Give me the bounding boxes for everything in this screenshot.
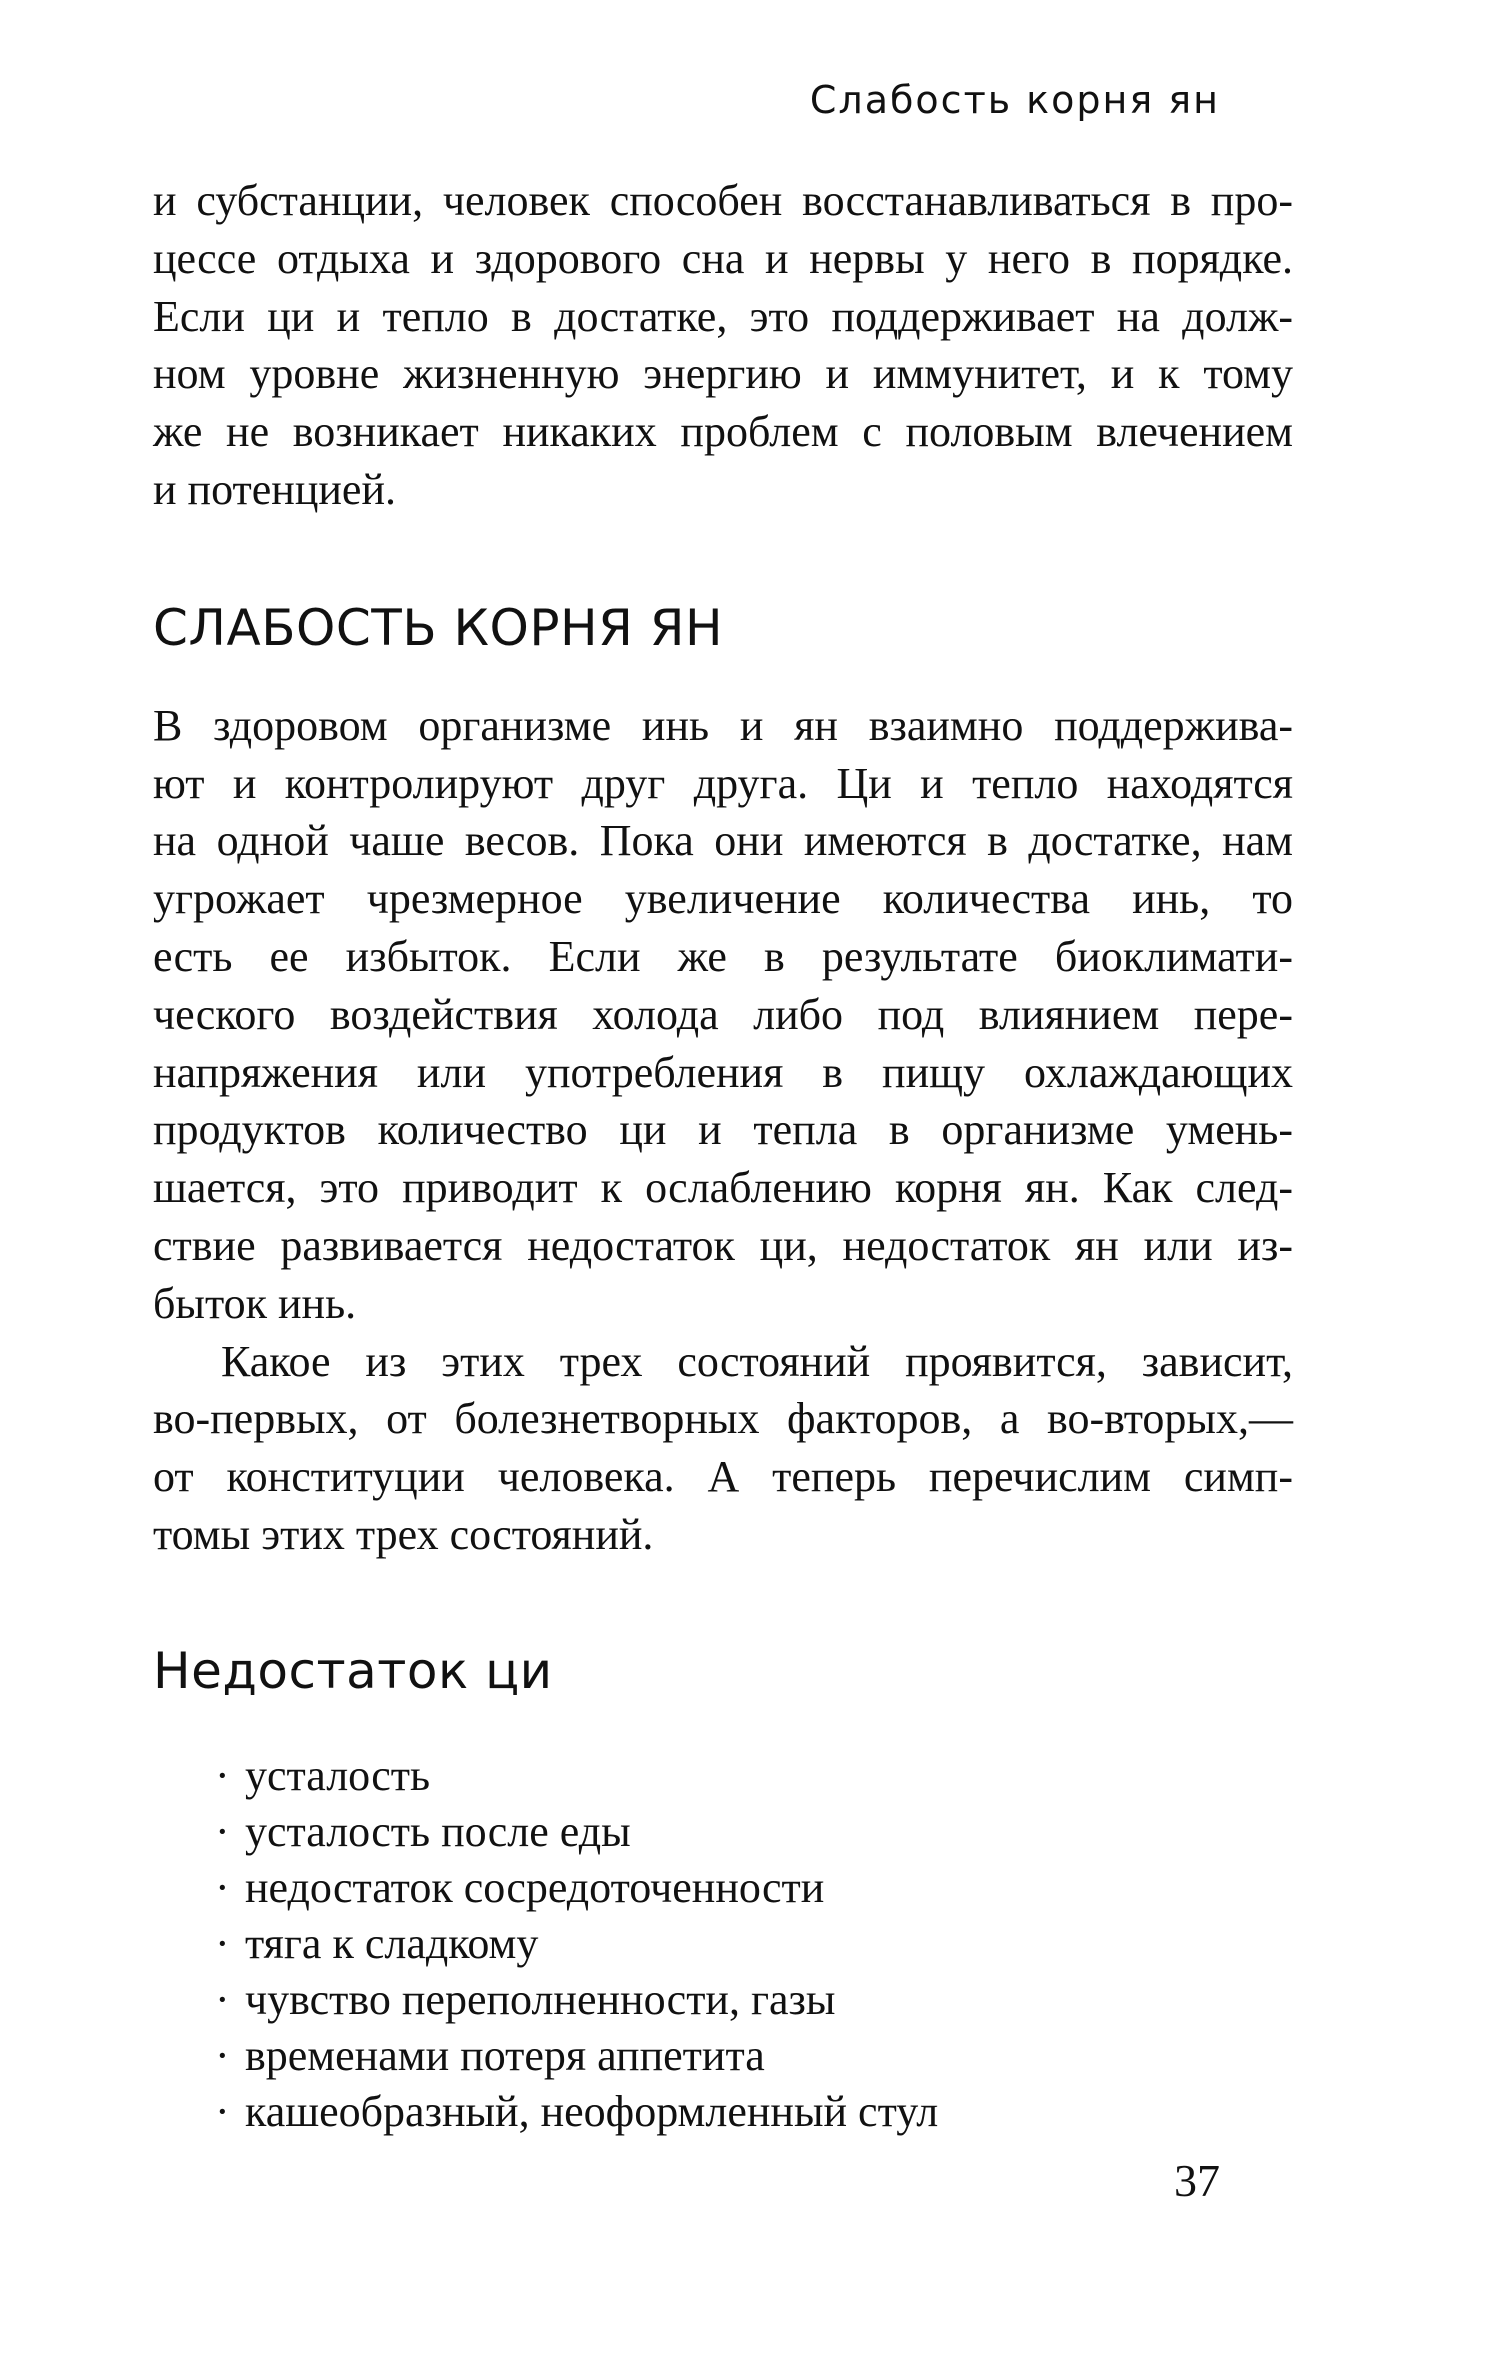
text-line: и субстанции, человек способен восстанавливаться в про- [153,176,1293,225]
list-item [215,1804,1293,1860]
text-line: ном уровне жизненную энергию и иммунитет, и к тому [153,349,1293,399]
text-line: продуктов количество ци и тепла в организме умень- [153,1105,1293,1155]
list-item-text: чувство переполненности, газы [245,1974,836,2024]
text-line: ческого воздействия холода либо под влиянием пере- [153,989,1293,1039]
list-item-text: усталость после еды [245,1806,631,1856]
bullet: · [215,1750,230,1800]
list-item [215,1916,1293,1972]
intro-paragraph [153,172,1293,519]
text-line: от конституции человека. А теперь перечислим симп- [153,1452,1293,1502]
bullet: · [215,1806,230,1856]
yang-paragraph-1 [153,697,1293,1333]
page-number: 37 [1174,2155,1220,2206]
text-line: во-первых, от болезнетворных факторов, а во-вторых,— [153,1394,1293,1444]
main-text-column [153,172,1293,2140]
text-line: Какое из этих трех состояний проявится, зависит, [221,1336,1293,1386]
list-item-text: усталость [245,1750,431,1800]
list-item [215,1748,1293,1804]
list-item-text: недостаток сосредоточенности [245,1862,825,1912]
bullet: · [215,1862,230,1912]
bullet: · [215,1974,230,2024]
symptom-list [153,1748,1293,2140]
list-item-text: кашеобразный, неоформленный стул [245,2086,939,2136]
text-line: быток инь. [153,1278,357,1328]
text-line: ют и контролируют друг друга. Ци и тепло находятся [153,758,1293,808]
text-line: В здоровом организме инь и ян взаимно поддержива- [153,700,1293,750]
section-heading-yang-root: СЛАБОСТЬ КОРНЯ ЯН [153,598,724,657]
bullet: · [215,1918,230,1968]
list-item [215,2028,1293,2084]
text-line: ствие развивается недостаток ци, недостаток ян или из- [153,1220,1293,1270]
list-item [215,1972,1293,2028]
text-line: на одной чаше весов. Пока они имеются в достатке, нам [153,816,1293,866]
text-line: же не возникает никаких проблем с половым влечением [153,407,1293,457]
list-item-text: временами потеря аппетита [245,2030,765,2080]
running-header: Слабость корня ян [809,78,1220,122]
bullet: · [215,2030,230,2080]
text-line: угрожает чрезмерное увеличение количества инь, то [153,874,1293,924]
list-item [215,1860,1293,1916]
text-line: есть ее избыток. Если же в результате биоклимати- [153,931,1293,981]
text-line: Если ци и тепло в достатке, это поддерживает на долж- [153,291,1293,341]
text-line: напряжения или употребления в пищу охлаждающих [153,1047,1293,1097]
list-item-text: тяга к сладкому [245,1918,539,1968]
text-line: шается, это приводит к ослаблению корня ян. Как след- [153,1163,1293,1213]
text-line: и потенцией. [153,464,396,514]
section-heading-qi-deficiency: Недостаток ци [153,1641,553,1700]
text-line: томы этих трех состояний. [153,1509,654,1559]
list-item [215,2084,1293,2140]
text-line: цессе отдыха и здорового сна и нервы у него в порядке. [153,233,1293,283]
bullet: · [215,2086,230,2136]
yang-paragraph-2 [153,1333,1293,1564]
